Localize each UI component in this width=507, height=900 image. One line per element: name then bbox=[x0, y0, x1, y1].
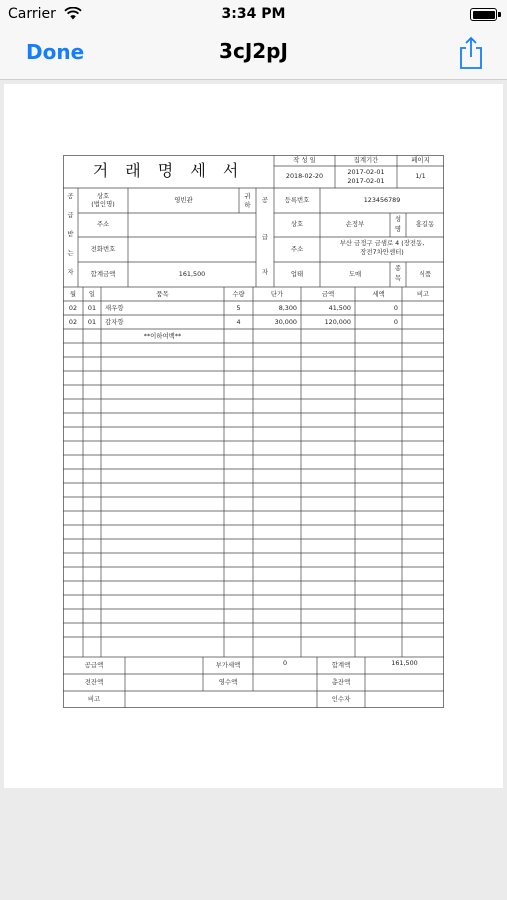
period-to: 2017-02-01 bbox=[347, 177, 385, 185]
page-title: 3cJ2pJ bbox=[219, 39, 288, 63]
item-qty: 5 bbox=[236, 304, 241, 312]
honorific: 귀 bbox=[244, 192, 251, 200]
receiver-side-char: 공 bbox=[67, 192, 74, 200]
receiver-name-label-sub: (법인명) bbox=[91, 200, 115, 208]
receiver-side-char: 급 bbox=[67, 211, 74, 219]
supplier-address-line1: 부산 금정구 금샘로 4 (장전동, bbox=[339, 239, 425, 247]
supplier-kind-label: 목 bbox=[394, 274, 402, 282]
end-marker: **이하여백** bbox=[143, 332, 182, 340]
supplier-name-value: 손정부 bbox=[345, 220, 365, 228]
receiver-phone-label: 전화번호 bbox=[90, 245, 116, 253]
sum-value: 161,500 bbox=[391, 659, 418, 667]
supplier-rep-value: 홍길동 bbox=[415, 220, 435, 228]
item-price: 8,300 bbox=[278, 304, 297, 312]
supplier-side-char: 공 bbox=[261, 196, 269, 204]
status-time: 3:34 PM bbox=[221, 6, 286, 22]
supplier-side-char: 자 bbox=[261, 268, 269, 276]
navigation-bar bbox=[0, 28, 507, 80]
item-tax: 0 bbox=[393, 304, 398, 312]
receiver-name-label: 상호 bbox=[96, 192, 110, 200]
document-title: 거 래 명 세 서 bbox=[92, 161, 245, 180]
receiver-total-value: 161,500 bbox=[178, 270, 206, 278]
prev-balance-label: 전잔액 bbox=[84, 678, 104, 686]
sum-label: 합계액 bbox=[331, 661, 351, 669]
item-qty: 4 bbox=[236, 318, 241, 326]
supply-label: 공급액 bbox=[84, 661, 104, 669]
vat-label: 부가세액 bbox=[215, 661, 241, 669]
item-amount: 120,000 bbox=[324, 318, 351, 326]
statement-grid bbox=[63, 155, 444, 708]
supplier-address-line2: 장전7차안센터) bbox=[360, 248, 404, 256]
column-header-note: 비고 bbox=[416, 290, 430, 298]
column-header-tax: 세액 bbox=[372, 290, 385, 298]
column-header-amount: 금액 bbox=[321, 290, 335, 298]
column-header-price: 단가 bbox=[270, 290, 284, 298]
supplier-kind-value: 식품 bbox=[418, 270, 432, 278]
receiver-side-char: 는 bbox=[67, 249, 74, 257]
balance-label: 총잔액 bbox=[331, 678, 351, 686]
page-label: 페이지 bbox=[411, 156, 430, 164]
date-value: 2018-02-20 bbox=[285, 172, 324, 180]
receiver-side-char: 받 bbox=[67, 230, 74, 238]
column-header-item: 품목 bbox=[156, 290, 169, 298]
period-from: 2017-02-01 bbox=[347, 168, 385, 176]
supplier-side-char: 급 bbox=[261, 233, 269, 241]
column-header-qty: 수량 bbox=[232, 290, 245, 298]
supplier-rep-label: 성 bbox=[394, 215, 402, 223]
transaction-statement bbox=[63, 155, 444, 708]
item-month: 02 bbox=[68, 318, 78, 326]
item-name: 새우깡 bbox=[105, 304, 124, 312]
done-button[interactable]: Done bbox=[26, 40, 85, 64]
item-month: 02 bbox=[68, 304, 78, 312]
supplier-address-label: 주소 bbox=[290, 245, 304, 253]
acceptor-label: 인수자 bbox=[331, 695, 351, 703]
period-label: 집계기간 bbox=[353, 156, 379, 164]
receiver-address-label: 주소 bbox=[96, 220, 110, 228]
item-name: 감자깡 bbox=[105, 318, 124, 326]
column-header-day: 일 bbox=[88, 290, 96, 298]
honorific: 하 bbox=[244, 201, 251, 209]
carrier-label: Carrier bbox=[8, 6, 56, 22]
battery-icon bbox=[470, 8, 497, 21]
item-day: 01 bbox=[87, 318, 97, 326]
supplier-reg-label: 등록번호 bbox=[284, 196, 310, 204]
page-value: 1/1 bbox=[415, 172, 426, 180]
column-header-month: 월 bbox=[69, 290, 77, 298]
memo-label: 비고 bbox=[87, 695, 101, 703]
item-tax: 0 bbox=[393, 318, 398, 326]
received-label: 영수액 bbox=[218, 678, 238, 686]
item-amount: 41,500 bbox=[328, 304, 351, 312]
status-bar bbox=[0, 0, 507, 28]
item-day: 01 bbox=[87, 304, 97, 312]
vat-value: 0 bbox=[282, 659, 288, 667]
supplier-kind-label: 종 bbox=[394, 264, 402, 272]
date-label: 작 성 일 bbox=[293, 156, 316, 164]
supplier-type-value: 도매 bbox=[348, 270, 362, 278]
supplier-type-label: 업태 bbox=[290, 270, 304, 278]
supplier-reg-value: 123456789 bbox=[363, 196, 401, 204]
receiver-total-label: 합계금액 bbox=[90, 270, 116, 278]
supplier-name-label: 상호 bbox=[290, 220, 304, 228]
receiver-name-value: 영빈관 bbox=[174, 196, 193, 204]
item-price: 30,000 bbox=[274, 318, 297, 326]
supplier-rep-label: 명 bbox=[394, 225, 402, 233]
share-icon[interactable] bbox=[456, 36, 486, 70]
receiver-side-char: 자 bbox=[67, 268, 74, 276]
